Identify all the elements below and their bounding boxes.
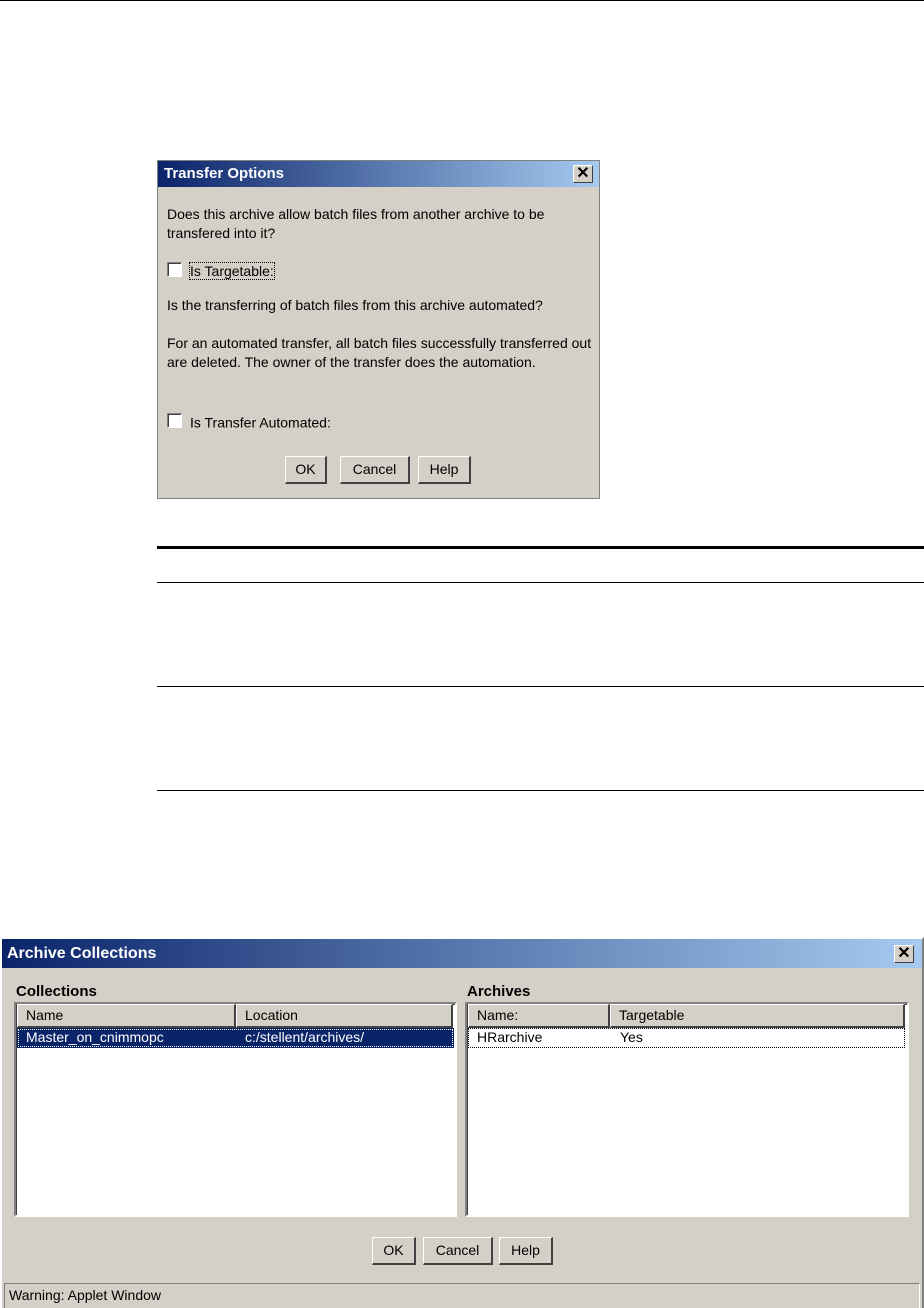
archives-list[interactable] [465,1002,909,1217]
dialog-title: Transfer Options [164,165,285,182]
status-bar: Warning: Applet Window [4,1283,920,1308]
archives-heading: Archives [467,983,531,1000]
targetable-checkbox-row[interactable] [167,262,274,280]
column-header-name[interactable]: Name [17,1004,236,1028]
help-button[interactable]: Help [499,1237,553,1265]
close-icon: ✕ [576,165,590,182]
column-header-name[interactable]: Name: [468,1004,610,1028]
title-bar [158,161,599,187]
ok-button[interactable]: OK [285,456,327,484]
table-row[interactable] [468,1028,905,1048]
collections-list[interactable] [14,1002,457,1217]
automated-checkbox[interactable] [167,413,182,428]
archive-targetable: Yes [620,1029,643,1045]
cancel-button[interactable]: Cancel [340,456,410,484]
automation-note: For an automated transfer, all batch files successfully transferred out are deleted. The owner of the transfer does the automation. [167,335,592,370]
help-button[interactable]: Help [418,456,471,484]
page-top-rule [0,0,924,1]
question-automated: Is the transferring of batch files from this archive automated? [167,297,543,313]
column-header-targetable[interactable]: Targetable [610,1004,905,1028]
table-bottom-rule [157,790,924,791]
window-title: Archive Collections [7,945,157,962]
table-top-rule [157,546,924,549]
collections-heading: Collections [16,983,97,1000]
automated-label: Is Transfer Automated: [190,414,331,431]
collection-name: Master_on_cnimmopc [26,1029,164,1045]
title-bar [2,939,922,968]
table-row[interactable] [17,1028,454,1048]
archive-collections-window [0,937,924,1308]
table-row-rule [157,582,924,583]
close-button[interactable] [894,945,914,963]
automated-checkbox-row[interactable] [167,413,331,431]
targetable-checkbox[interactable] [167,262,182,277]
close-button[interactable] [573,165,593,183]
transfer-options-dialog [157,160,600,499]
targetable-label: Is Targetable: [190,263,274,280]
ok-button[interactable]: OK [372,1237,416,1265]
archive-name: HRarchive [477,1029,543,1045]
close-icon: ✕ [897,945,911,962]
collection-location: c:/stellent/archives/ [245,1029,365,1045]
column-header-location[interactable]: Location [236,1004,453,1028]
question-targetable: Does this archive allow batch files from another archive to be transfered into it? [167,206,545,241]
cancel-button[interactable]: Cancel [423,1237,493,1265]
table-row-rule [157,686,924,687]
